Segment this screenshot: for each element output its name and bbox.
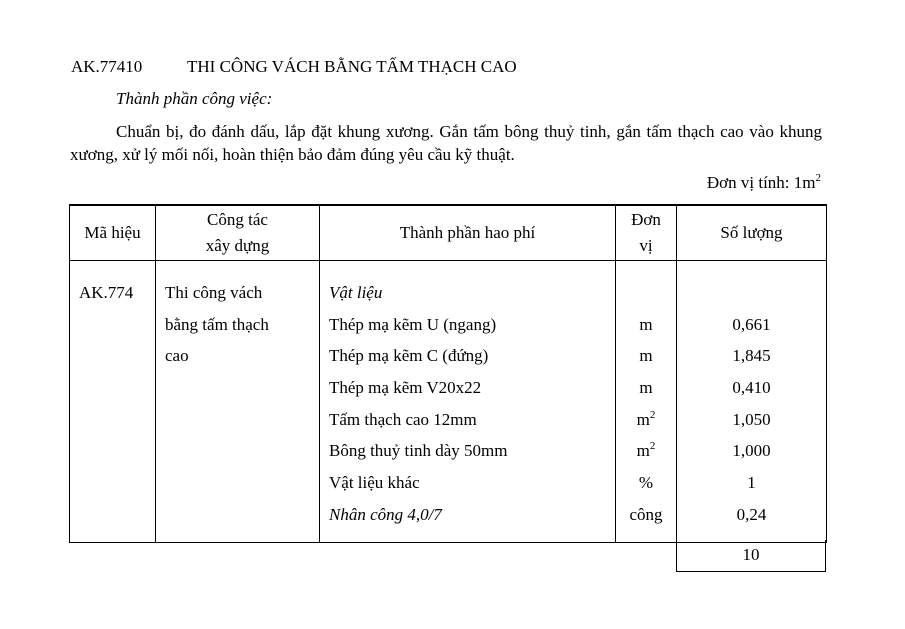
component-cell (320, 261, 616, 543)
component-line: Vật liệu (329, 283, 383, 302)
unit-line (616, 372, 676, 404)
header-work (156, 205, 320, 261)
work-line: Thi công vách (165, 283, 263, 302)
footer-total: 10 (676, 540, 826, 572)
header-quantity: Số lượng (677, 205, 827, 261)
work-components-description: Chuẩn bị, đo đánh dấu, lắp đặt khung xương. Gắn tấm bông thuỷ tinh, gắn tấm thạch cao vào khung xương, xử lý mối nối, hoàn thiện bảo đảm đúng yêu cầu kỹ thuật. (70, 122, 822, 164)
quantity-line: 0,661 (732, 314, 771, 334)
header-component: Thành phần hao phí (320, 205, 616, 261)
component-line: Thép mạ kẽm V20x22 (329, 378, 482, 398)
unit-sup: 2 (649, 408, 656, 421)
unit-note-label: Đơn vị tính: 1m (706, 173, 816, 192)
header-unit-line2: vị (639, 236, 653, 255)
unit-text: m (639, 314, 653, 334)
unit-line (616, 277, 676, 309)
work-line: bằng tấm thạch (165, 314, 269, 334)
unit-line (616, 499, 676, 531)
unit-note (707, 173, 821, 193)
norm-table (69, 204, 827, 543)
quantity-line: 1,050 (732, 409, 771, 429)
unit-text: m (639, 346, 653, 366)
quantity-line: 1,845 (732, 346, 771, 366)
component-line: Nhân công 4,0/7 (329, 504, 442, 524)
component-line: Thép mạ kẽm U (ngang) (329, 314, 497, 334)
unit-note-sup: 2 (815, 172, 821, 184)
quantity-line: 0,24 (736, 504, 767, 524)
code-cell (70, 261, 156, 543)
header-code: Mã hiệu (70, 205, 156, 261)
quantity-line: 1 (747, 473, 756, 493)
component-line: Bông thuỷ tinh dày 50mm (329, 441, 508, 461)
component-line: Tấm thạch cao 12mm (329, 409, 477, 429)
header-unit (616, 205, 677, 261)
unit-line (616, 467, 676, 499)
norm-code-heading: AK.77410 (71, 57, 143, 76)
unit-text: công (629, 504, 663, 524)
unit-cell (616, 261, 677, 543)
component-line: Vật liệu khác (329, 473, 420, 493)
unit-text: m (639, 378, 653, 398)
unit-text: % (638, 473, 654, 493)
quantity-cell (677, 261, 827, 543)
work-components-label: Thành phần công việc: (116, 89, 273, 108)
code-value: AK.774 (79, 283, 134, 302)
quantity-line: 1,000 (732, 441, 771, 461)
unit-line (616, 309, 676, 341)
unit-line (616, 340, 676, 372)
table-header-row (70, 205, 827, 261)
quantity-line: 0,410 (732, 378, 771, 398)
table-body-row (70, 261, 827, 543)
quantity-line (677, 277, 826, 309)
work-line: cao (165, 346, 189, 366)
unit-line (616, 404, 676, 436)
unit-line (616, 435, 676, 467)
unit-sup: 2 (649, 440, 656, 453)
component-line: Thép mạ kẽm C (đứng) (329, 346, 489, 366)
unit-text: m (636, 409, 650, 429)
norm-title: THI CÔNG VÁCH BẰNG TẤM THẠCH CAO (187, 57, 517, 76)
work-cell (156, 261, 320, 543)
header-work-line2: xây dựng (205, 236, 270, 255)
header-work-line1: Công tác (207, 210, 268, 229)
unit-text: m (636, 441, 650, 461)
header-unit-line1: Đơn (631, 210, 661, 229)
